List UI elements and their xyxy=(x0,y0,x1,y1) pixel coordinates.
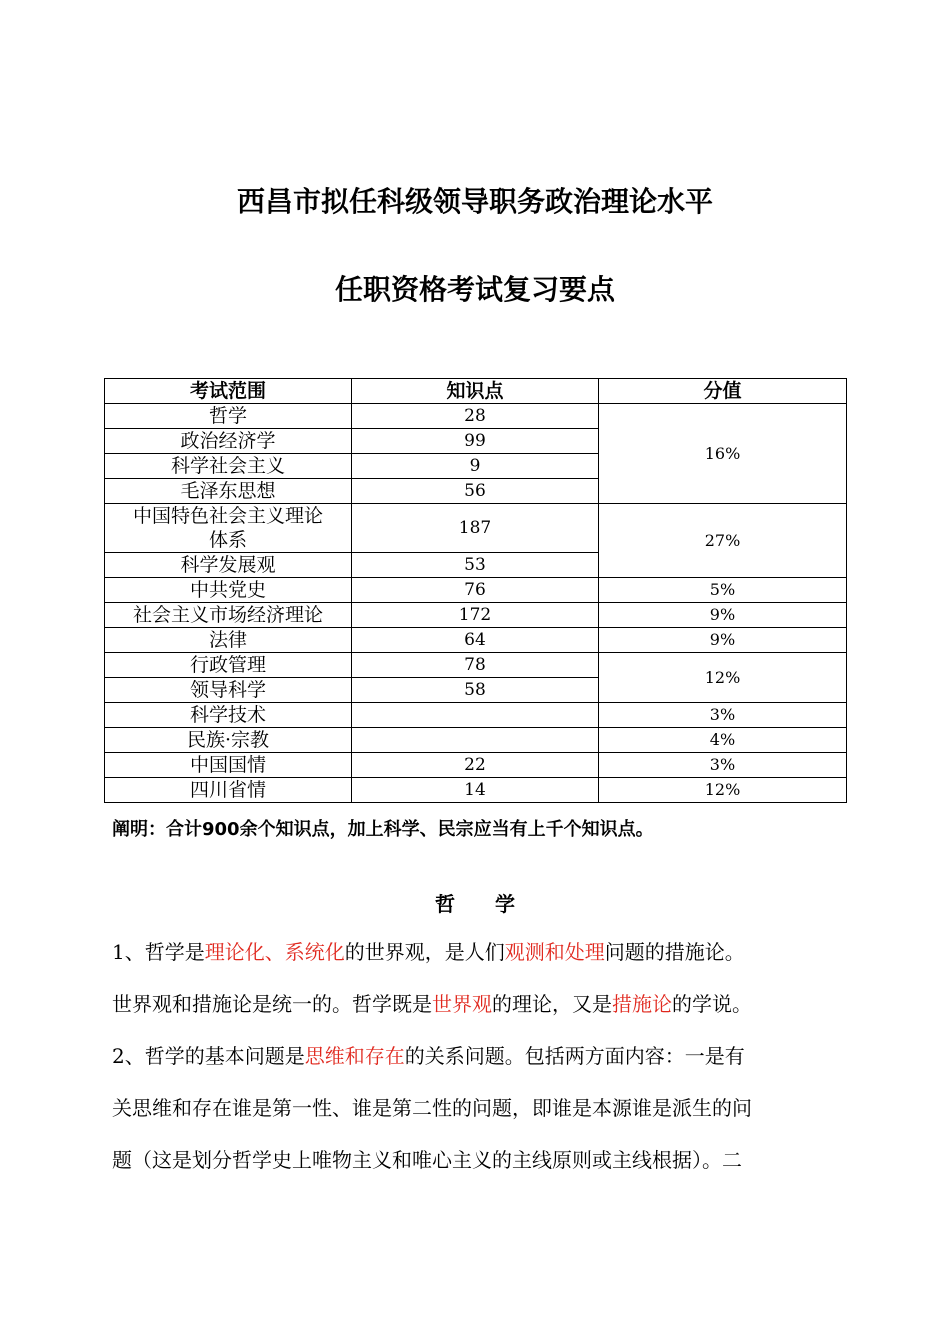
points-cell: 22 xyxy=(352,753,599,778)
scope-cell: 领导科学 xyxy=(105,678,352,703)
points-cell: 76 xyxy=(352,578,599,603)
table-row xyxy=(105,628,847,653)
scope-cell: 行政管理 xyxy=(105,653,352,678)
scope-cell: 政治经济学 xyxy=(105,429,352,454)
highlight-text: 世界观 xyxy=(432,992,492,1016)
paragraph-5: 题（这是划分哲学史上唯物主义和唯心主义的主线原则或主线根据）。二 xyxy=(112,1148,742,1172)
scope-cell: 科学发展观 xyxy=(105,553,352,578)
text-run: 1、哲学是 xyxy=(112,940,205,964)
scope-cell: 社会主义市场经济理论 xyxy=(105,603,352,628)
text-run: 世界观和措施论是统一的。哲学既是 xyxy=(112,992,432,1016)
table-row xyxy=(105,504,847,553)
header-points: 知识点 xyxy=(352,379,599,404)
value-cell: 3% xyxy=(599,703,847,728)
value-cell: 16% xyxy=(599,404,847,504)
header-scope: 考试范围 xyxy=(105,379,352,404)
points-cell xyxy=(352,703,599,728)
table-row xyxy=(105,653,847,678)
points-cell: 56 xyxy=(352,479,599,504)
value-cell: 12% xyxy=(599,778,847,803)
points-cell: 9 xyxy=(352,454,599,479)
scope-cell: 四川省情 xyxy=(105,778,352,803)
document-title-line1: 西昌市拟任科级领导职务政治理论水平 xyxy=(236,185,713,218)
paragraph-3 xyxy=(112,1030,842,1082)
scope-cell: 科学社会主义 xyxy=(105,454,352,479)
table-row xyxy=(105,404,847,429)
scope-cell: 中共党史 xyxy=(105,578,352,603)
scope-cell-line1: 中国特色社会主义理论 xyxy=(132,505,323,527)
highlight-text: 理论化、系统化 xyxy=(204,940,345,964)
section-title xyxy=(0,888,950,917)
text-run: 2、哲学的基本问题是 xyxy=(112,1044,305,1068)
scope-cell xyxy=(105,504,352,553)
paragraph-4: 关思维和存在谁是第一性、谁是第二性的问题，即谁是本源谁是派生的问 xyxy=(112,1096,752,1120)
scope-cell: 哲学 xyxy=(105,404,352,429)
paragraph-1 xyxy=(112,926,842,978)
paragraph-2 xyxy=(112,978,842,1030)
value-cell: 4% xyxy=(599,728,847,753)
scope-cell: 毛泽东思想 xyxy=(105,479,352,504)
scope-cell: 法律 xyxy=(105,628,352,653)
scope-cell: 中国国情 xyxy=(105,753,352,778)
section-title-char1: 哲 xyxy=(435,892,455,916)
points-cell: 78 xyxy=(352,653,599,678)
points-cell: 99 xyxy=(352,429,599,454)
value-cell: 27% xyxy=(599,504,847,578)
table-row xyxy=(105,778,847,803)
text-run: 的理论，又是 xyxy=(492,992,612,1016)
highlight-text: 措施论 xyxy=(612,992,672,1016)
table-row xyxy=(105,753,847,778)
highlight-text: 思维和存在 xyxy=(304,1044,405,1068)
value-cell: 9% xyxy=(599,603,847,628)
table-row xyxy=(105,578,847,603)
table-row xyxy=(105,703,847,728)
header-value: 分值 xyxy=(599,379,847,404)
scope-cell: 民族·宗教 xyxy=(105,728,352,753)
table-row xyxy=(105,728,847,753)
value-cell: 12% xyxy=(599,653,847,703)
points-cell: 172 xyxy=(352,603,599,628)
points-cell: 14 xyxy=(352,778,599,803)
points-cell: 28 xyxy=(352,404,599,429)
value-cell: 5% xyxy=(599,578,847,603)
points-cell: 64 xyxy=(352,628,599,653)
text-run: 的世界观，是人们 xyxy=(344,940,505,964)
points-cell: 58 xyxy=(352,678,599,703)
table-header-row xyxy=(105,379,847,404)
scope-cell: 科学技术 xyxy=(105,703,352,728)
value-cell: 3% xyxy=(599,753,847,778)
section-title-char2: 学 xyxy=(495,892,515,916)
value-cell: 9% xyxy=(599,628,847,653)
exam-scope-table xyxy=(104,378,847,803)
points-cell: 187 xyxy=(352,504,599,553)
table-row xyxy=(105,603,847,628)
text-run: 的关系问题。包括两方面内容：一是有 xyxy=(404,1044,745,1068)
text-run: 的学说。 xyxy=(672,992,752,1016)
document-title-line2: 任职资格考试复习要点 xyxy=(334,273,615,306)
table-note: 阐明：合计900余个知识点，加上科学、民宗应当有上千个知识点。 xyxy=(112,819,654,840)
highlight-text: 观测和处理 xyxy=(504,940,605,964)
text-run: 问题的措施论。 xyxy=(604,940,745,964)
points-cell xyxy=(352,728,599,753)
points-cell: 53 xyxy=(352,553,599,578)
scope-cell-line2: 体系 xyxy=(208,529,247,551)
